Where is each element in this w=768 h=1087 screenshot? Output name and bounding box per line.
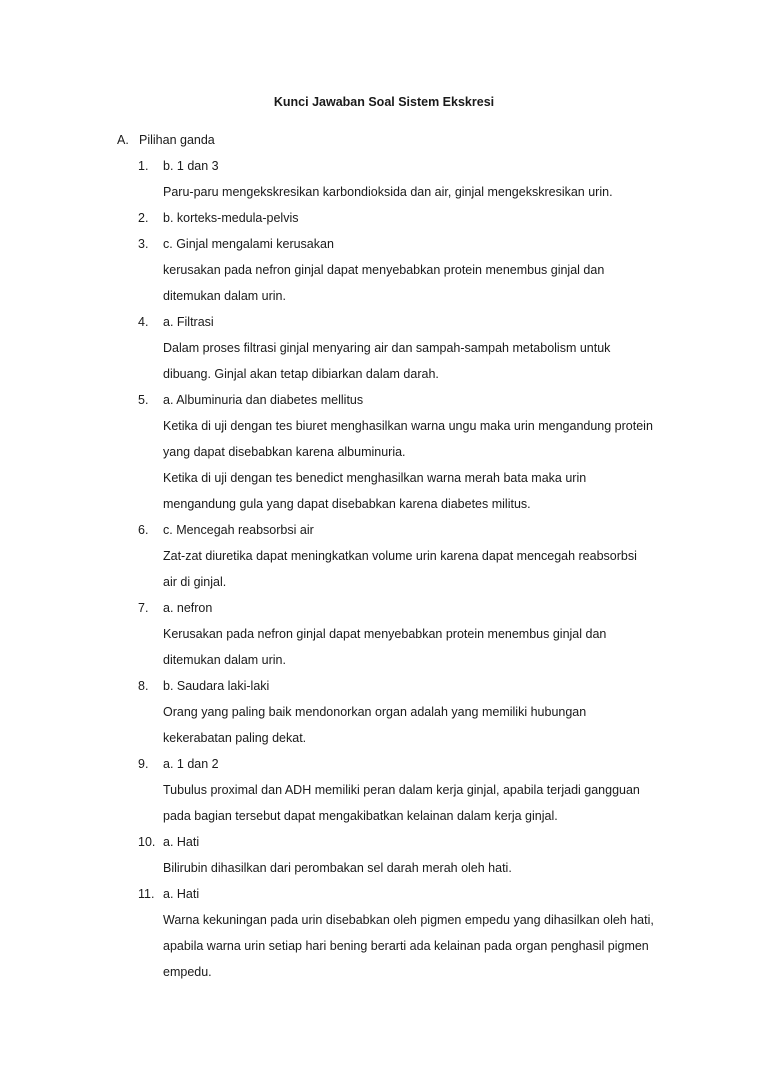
answer-line — [138, 600, 698, 626]
answer-choice: a. Hati — [163, 835, 200, 849]
question-number: 11. — [138, 887, 155, 901]
answer-item — [138, 756, 698, 834]
explanation-line: kerusakan pada nefron ginjal dapat menyebabkan protein menembus ginjal dan — [163, 263, 605, 277]
answer-choice: a. Albuminuria dan diabetes mellitus — [163, 393, 364, 407]
explanation-line: dibuang. Ginjal akan tetap dibiarkan dalam darah. — [163, 367, 439, 381]
answer-line — [138, 522, 698, 548]
answer-line — [138, 756, 698, 782]
explanation-line: Dalam proses filtrasi ginjal menyaring air dan sampah-sampah metabolism untuk — [163, 341, 611, 355]
answer-item — [138, 314, 698, 392]
answer-choice: c. Ginjal mengalami kerusakan — [163, 237, 334, 251]
question-number: 10. — [138, 835, 156, 849]
answer-item — [138, 522, 698, 600]
explanation-line: kekerabatan paling dekat. — [163, 731, 307, 745]
explanation-line: yang dapat disebabkan karena albuminuria. — [163, 445, 406, 459]
question-number: 6. — [138, 523, 149, 537]
answer-item — [138, 600, 698, 678]
answer-item — [138, 678, 698, 756]
answer-line — [138, 314, 698, 340]
answer-choice: b. Saudara laki-laki — [163, 679, 270, 693]
answer-choice: a. Filtrasi — [163, 315, 214, 329]
question-number: 3. — [138, 237, 149, 251]
answer-item — [138, 210, 698, 236]
explanation-line: Kerusakan pada nefron ginjal dapat menyebabkan protein menembus ginjal dan — [163, 627, 607, 641]
answer-line — [138, 392, 698, 418]
answer-item — [138, 392, 698, 522]
section-label: Pilihan ganda — [139, 133, 215, 147]
answer-choice: b. korteks-medula-pelvis — [163, 211, 299, 225]
explanation-line: pada bagian tersebut dapat mengakibatkan kelainan dalam kerja ginjal. — [163, 809, 558, 823]
explanation-line: Ketika di uji dengan tes biuret menghasilkan warna ungu maka urin mengandung protein — [163, 419, 653, 433]
answer-item — [138, 886, 698, 990]
section-marker: A. — [117, 133, 129, 147]
explanation-line: ditemukan dalam urin. — [163, 289, 286, 303]
question-number: 5. — [138, 393, 149, 407]
answer-choice: a. nefron — [163, 601, 213, 615]
explanation-line: Orang yang paling baik mendonorkan organ adalah yang memiliki hubungan — [163, 705, 587, 719]
answer-line — [138, 834, 698, 860]
question-number: 4. — [138, 315, 149, 329]
question-number: 9. — [138, 757, 149, 771]
explanation-line: Ketika di uji dengan tes benedict menghasilkan warna merah bata maka urin — [163, 471, 587, 485]
question-number: 8. — [138, 679, 149, 693]
answer-choice: b. 1 dan 3 — [163, 159, 219, 173]
answer-line — [138, 678, 698, 704]
explanation-line: Warna kekuningan pada urin disebabkan oleh pigmen empedu yang dihasilkan oleh hati, — [163, 913, 654, 927]
answer-item — [138, 158, 698, 210]
answer-line — [138, 886, 698, 912]
explanation-line: apabila warna urin setiap hari bening berarti ada kelainan pada organ penghasil pigmen — [163, 939, 649, 953]
answer-line — [138, 158, 698, 184]
question-number: 1. — [138, 159, 149, 173]
explanation-line: mengandung gula yang dapat disebabkan karena diabetes militus. — [163, 497, 531, 511]
question-number: 2. — [138, 211, 149, 225]
explanation-line: Zat-zat diuretika dapat meningkatkan volume urin karena dapat mencegah reabsorbsi — [163, 549, 637, 563]
document-title: Kunci Jawaban Soal Sistem Ekskresi — [273, 95, 495, 109]
answer-item — [138, 834, 698, 886]
explanation-line: Bilirubin dihasilkan dari perombakan sel darah merah oleh hati. — [163, 861, 512, 875]
explanation-line: empedu. — [163, 965, 212, 979]
answer-choice: c. Mencegah reabsorbsi air — [163, 523, 314, 537]
explanation-line: Tubulus proximal dan ADH memiliki peran dalam kerja ginjal, apabila terjadi gangguan — [163, 783, 640, 797]
answer-list — [138, 158, 698, 990]
answer-choice: a. Hati — [163, 887, 200, 901]
explanation-line: air di ginjal. — [163, 575, 227, 589]
answer-item — [138, 236, 698, 314]
answer-choice: a. 1 dan 2 — [163, 757, 219, 771]
answer-line — [138, 236, 698, 262]
section-heading — [117, 132, 215, 148]
answer-line — [138, 210, 698, 236]
explanation-line: Paru-paru mengekskresikan karbondioksida dan air, ginjal mengekskresikan urin. — [163, 185, 613, 199]
question-number: 7. — [138, 601, 149, 615]
explanation-line: ditemukan dalam urin. — [163, 653, 286, 667]
